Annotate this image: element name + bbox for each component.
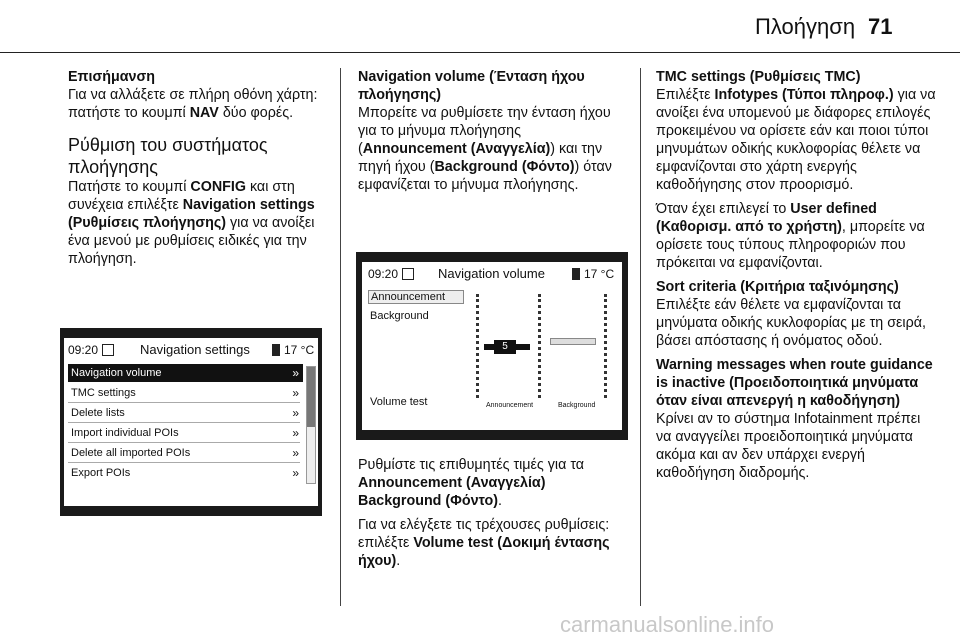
header-divider (0, 52, 960, 53)
announcement-value-badge (494, 340, 516, 354)
note-text-1: Για να αλλάξετε σε πλήρη οθόνη χάρτη: πατήστε το κουμπί (68, 87, 318, 121)
nav-settings-ref: Navigation settings (Ρυθμίσεις πλοήγησης) (68, 197, 315, 231)
menu-label: Delete all imported POIs (71, 447, 191, 459)
user-defined-paragraph (656, 200, 936, 272)
menu-label: Navigation volume (71, 367, 162, 379)
note-text (68, 86, 330, 122)
announcement-ref: Announcement (Αναγγελία) (358, 475, 546, 491)
option-announcement[interactable]: Announcement (368, 290, 464, 304)
menu-divider (68, 442, 300, 443)
menu-label: TMC settings (71, 387, 136, 399)
column-divider-1 (340, 68, 341, 606)
chevron-right-icon: » (292, 406, 299, 420)
column-divider-2 (640, 68, 641, 606)
temperature-icon (572, 268, 580, 280)
option-volume-test[interactable]: Volume test (370, 396, 428, 408)
watermark: carmanualsonline.info (560, 612, 775, 637)
screen-title: Navigation settings (140, 342, 250, 357)
clock-icon (402, 268, 414, 280)
nav-volume-heading: Navigation volume (Ένταση ήχου πλοήγησης) (358, 69, 585, 103)
section-heading: Ρύθμιση του συστήματος πλοήγησης (68, 135, 268, 177)
announcement-value: 5 (502, 341, 508, 352)
note-text-2: δύο φορές. (218, 105, 294, 121)
menu-item-export-pois[interactable] (68, 464, 303, 482)
p-text: ) όταν εμφανίζεται το μήνυμα πλοήγησης. (358, 159, 612, 193)
screen-title: Navigation volume (438, 266, 545, 281)
note-title: Επισήμανση (68, 69, 155, 85)
p-text: . (396, 553, 401, 569)
user-defined-ref: User defined (Καθορισμ. από το χρήστη) (656, 201, 877, 235)
nav-volume-paragraph (358, 104, 630, 194)
background-slider[interactable] (550, 338, 596, 345)
p-text: Για να ελέγξετε τις τρέχουσες ρυθμίσεις: επιλέξτε (358, 517, 610, 551)
screen-temp: 17 °C (584, 267, 615, 281)
config-button-ref: CONFIG (190, 179, 246, 195)
p-text: , μπορείτε να ορίσετε τους τύπους πληροφοριών που πρόκειται να εμφανίζονται. (656, 219, 925, 271)
nav-button-ref: NAV (189, 105, 219, 121)
warning-messages-paragraph: Κρίνει αν το σύστημα Infotainment πρέπει να αναγγείλει προειδοποιητικά μηνύματα ακόμα και αν δεν υπάρχει ενεργή καθοδήγηση διαδρομής. (656, 411, 921, 481)
p-text: Ρυθμίστε τις επιθυμητές τιμές για τα (358, 457, 585, 473)
scale-label-background: Background (558, 402, 596, 409)
menu-label: Delete lists (71, 407, 125, 419)
chevron-right-icon: » (292, 466, 299, 480)
volume-scale-background (604, 294, 610, 398)
p1-c: και στη συνέχεια επιλέξτε (68, 179, 295, 213)
chevron-right-icon: » (292, 446, 299, 460)
column-left (68, 68, 330, 274)
menu-item-delete-imported-pois[interactable] (68, 444, 303, 462)
p-text: . (498, 493, 503, 509)
column-middle-lower (358, 456, 630, 576)
warning-messages-heading: Warning messages when route guidance is inactive (Προειδοποιητικά μηνύματα όταν είναι απενεργή η καθοδήγηση) (656, 357, 933, 409)
scrollbar[interactable] (306, 366, 316, 484)
background-ref: Background (Φόντο) (358, 493, 499, 509)
infotypes-ref: Infotypes (Τύποι πληροφ.) (714, 87, 894, 103)
p1-e: για να ανοίξει ένα μενού με ρυθμίσεις ειδικές για την πλοήγηση. (68, 215, 315, 267)
chevron-right-icon: » (292, 366, 299, 380)
screen-time: 09:20 (368, 267, 399, 281)
p1-a: Πατήστε το κουμπί (68, 179, 191, 195)
sort-criteria-paragraph: Επιλέξτε εάν θέλετε να εμφανίζονται τα μηνύματα οδικής κυκλοφορίας με τη σειρά, βάσει απόστασης ή ονόματος οδού. (656, 297, 926, 349)
nav-volume-screenshot (356, 252, 628, 440)
scroll-thumb[interactable] (307, 367, 315, 427)
set-values-paragraph (358, 456, 630, 510)
p-text: ) και την πηγή ήχου ( (358, 141, 603, 175)
volume-test-ref: Volume test (Δοκιμή έντασης ήχου) (358, 535, 610, 569)
volume-scale-announcement (476, 294, 482, 398)
p-text: Μπορείτε να ρυθμίσετε την ένταση ήχου για το μήνυμα πλοήγησης ( (358, 105, 611, 157)
menu-label: Export POIs (71, 467, 131, 479)
nav-settings-screenshot (60, 328, 322, 516)
page-number: 71 (868, 14, 893, 39)
temperature-icon (272, 344, 280, 356)
menu-divider (68, 402, 300, 403)
screen-temp: 17 °C (284, 343, 315, 357)
menu-divider (68, 462, 300, 463)
scale-label-announcement: Announcement (486, 402, 534, 409)
p-text: για να ανοίξει ένα υπομενού με διάφορες επιλογές προκειμένου να ορίσετε εάν και ποιοι τύποι μηνυμάτων οδικής κυκλοφορίας θέλετε να εμφανίζονται στο χάρτη ενεργής καθοδήγησης στον προορισμό. (656, 87, 936, 193)
page-header-title: Πλοήγηση (755, 14, 856, 39)
chevron-right-icon: » (292, 386, 299, 400)
screen-time: 09:20 (68, 343, 99, 357)
p-text: Όταν έχει επιλεγεί το (656, 201, 791, 217)
chevron-right-icon: » (292, 426, 299, 440)
clock-icon (102, 344, 114, 356)
volume-test-paragraph (358, 516, 630, 570)
column-right (656, 68, 936, 488)
tmc-paragraph (656, 86, 936, 194)
menu-item-navigation-volume[interactable] (68, 364, 303, 382)
nav-settings-screen (64, 338, 318, 506)
volume-scale-mid (538, 294, 544, 398)
menu-item-tmc-settings[interactable] (68, 384, 303, 402)
option-background[interactable]: Background (370, 310, 429, 322)
section-paragraph (68, 178, 330, 268)
background-ref: Background (Φόντο) (434, 159, 575, 175)
menu-item-import-pois[interactable] (68, 424, 303, 442)
menu-item-delete-lists[interactable] (68, 404, 303, 422)
p-text: Επιλέξτε (656, 87, 715, 103)
sort-criteria-heading: Sort criteria (Κριτήρια ταξινόμησης) (656, 279, 899, 295)
column-middle (358, 68, 630, 200)
tmc-heading: TMC settings (Ρυθμίσεις TMC) (656, 69, 861, 85)
announcement-ref: Announcement (Αναγγελία) (362, 141, 551, 157)
menu-label: Import individual POIs (71, 427, 179, 439)
menu-divider (68, 422, 300, 423)
nav-volume-screen (362, 262, 622, 430)
